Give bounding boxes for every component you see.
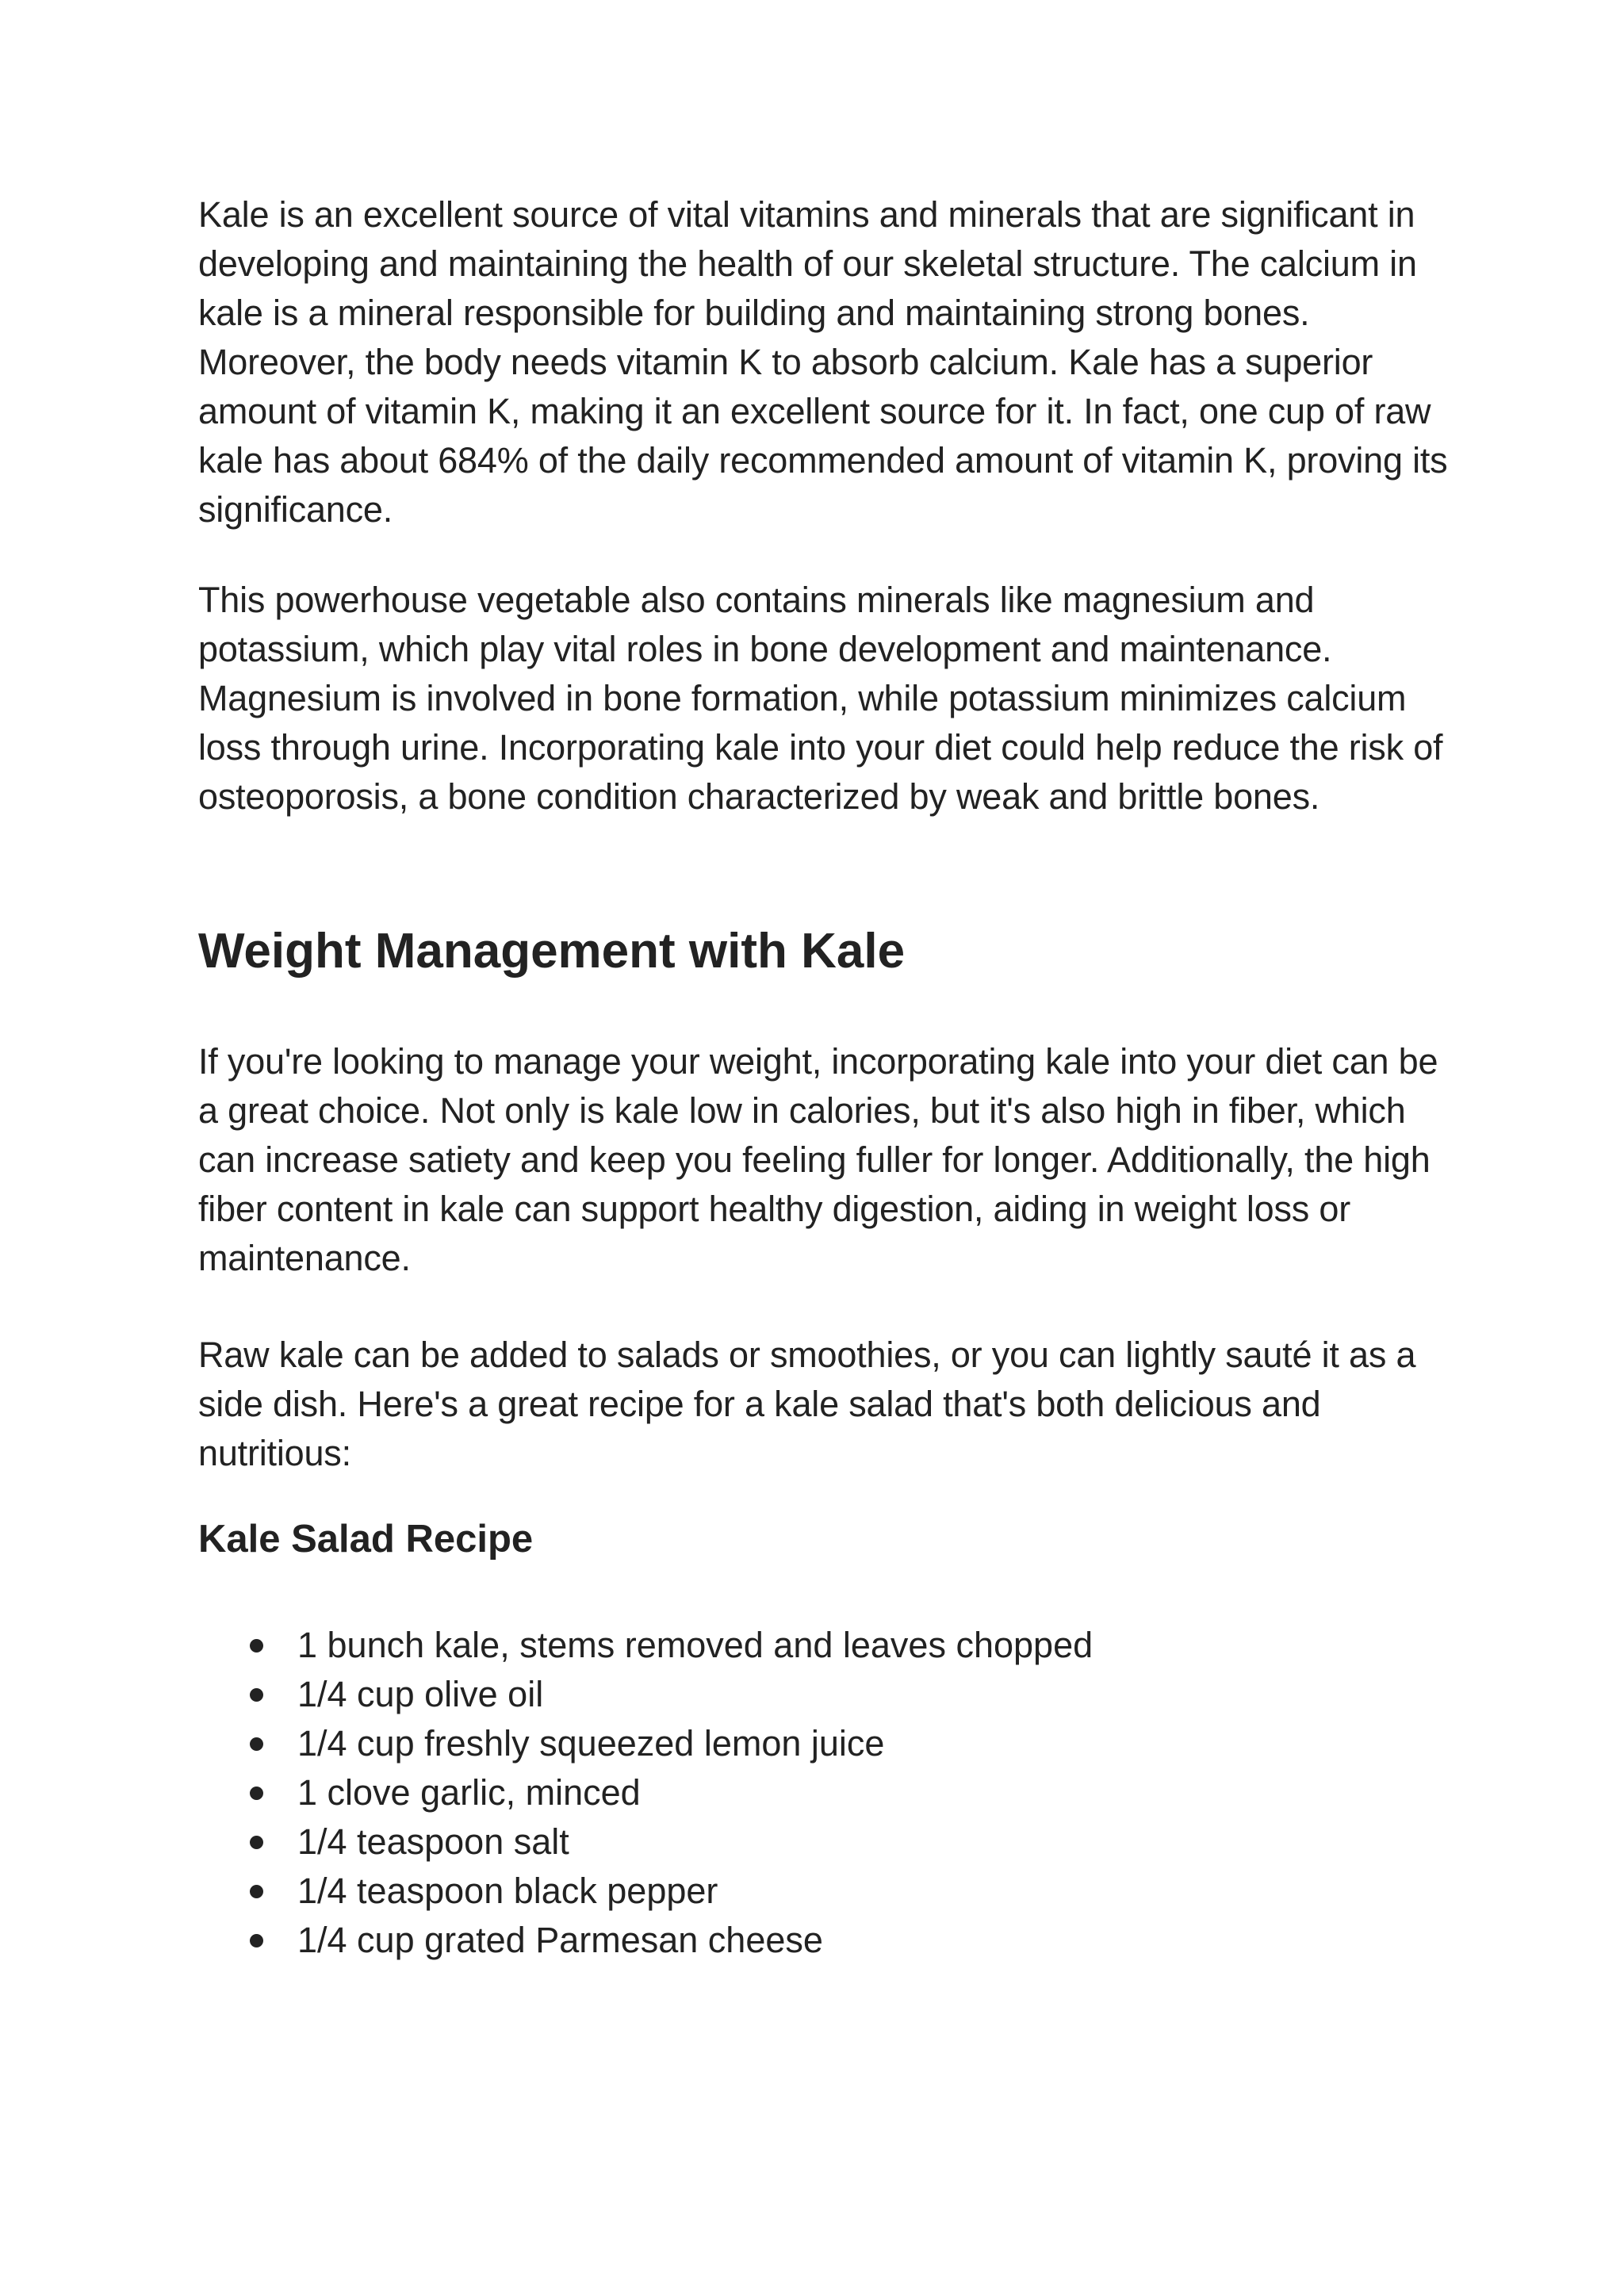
- ingredient-item: [198, 1719, 1093, 1768]
- ingredient-text: 1/4 cup freshly squeezed lemon juice: [297, 1723, 885, 1764]
- ingredient-item: [198, 1867, 1093, 1916]
- paragraph-bone-health-calcium: Kale is an excellent source of vital vitamins and minerals that are significant in developing and maintaining the health of our skeletal structure. The calcium in kale is a mineral responsible for building and maintaining strong bones. Moreover, the body needs vitamin K to absorb calcium. Kale has a superior amount of vitamin K, making it an excellent source for it. In fact, one cup of raw kale has about 684% of the daily recommended amount of vitamin K, proving its significance.: [198, 194, 1448, 530]
- bullet-icon: [250, 1836, 263, 1849]
- ingredient-text: 1/4 cup grated Parmesan cheese: [297, 1920, 823, 1960]
- bullet-icon: [250, 1688, 263, 1702]
- ingredient-item: [198, 1817, 1093, 1867]
- bullet-icon: [250, 1934, 263, 1947]
- bullet-icon: [250, 1737, 263, 1751]
- bullet-icon: [250, 1787, 263, 1800]
- ingredient-text: 1/4 teaspoon black pepper: [297, 1871, 718, 1911]
- ingredient-text: 1 clove garlic, minced: [297, 1772, 641, 1813]
- ingredient-item: [198, 1621, 1093, 1670]
- paragraph-weight-fiber: If you're looking to manage your weight, incorporating kale into your diet can be a great choice. Not only is kale low in calories, but it's also high in fiber, which can increase satiety and keep you feeling fuller for longer. Additionally, the high fiber content in kale can support healthy digestion, aiding in weight loss or maintenance.: [198, 1041, 1438, 1278]
- ingredient-text: 1 bunch kale, stems removed and leaves chopped: [297, 1625, 1094, 1665]
- paragraph-weight-preparation: Raw kale can be added to salads or smoothies, or you can lightly sauté it as a side dish. Here's a great recipe for a kale salad that's both delicious and nutritious:: [198, 1335, 1416, 1473]
- ingredient-list: [198, 1621, 1093, 1965]
- heading-kale-salad-recipe: Kale Salad Recipe: [198, 1518, 534, 1561]
- bullet-icon: [250, 1639, 263, 1653]
- heading-weight-management: Weight Management with Kale: [198, 924, 906, 978]
- ingredient-text: 1/4 cup olive oil: [297, 1674, 544, 1714]
- bullet-icon: [250, 1885, 263, 1898]
- ingredient-text: 1/4 teaspoon salt: [297, 1821, 569, 1862]
- ingredient-item: [198, 1916, 1093, 1965]
- ingredient-item: [198, 1768, 1093, 1817]
- paragraph-bone-health-minerals: This powerhouse vegetable also contains minerals like magnesium and potassium, which play vital roles in bone development and maintenance. Magnesium is involved in bone formation, while potassium minimizes calcium loss through urine. Incorporating kale into your diet could help reduce the risk of osteoporosis, a bone condition characterized by weak and brittle bones.: [198, 580, 1443, 817]
- ingredient-item: [198, 1670, 1093, 1719]
